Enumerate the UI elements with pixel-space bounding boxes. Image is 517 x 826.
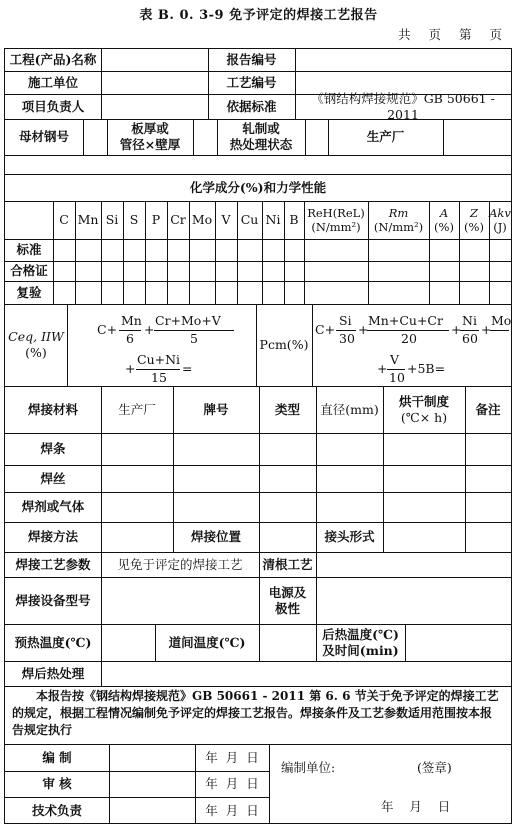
welding-method-label: 焊接方法 (27, 529, 78, 545)
element-cr: Cr (170, 212, 186, 228)
element-mn: Mn (77, 212, 99, 228)
consumables-header-brand: 牌号 (203, 401, 229, 417)
element-ni: Ni (265, 212, 281, 228)
row-label-certificate: 合格证 (10, 263, 48, 279)
row-line (5, 239, 511, 240)
col-line (383, 522, 384, 552)
element-s: S (129, 212, 139, 228)
element-si: Si (105, 212, 119, 228)
rm-header (368, 201, 429, 239)
compiled-by-label: 编 制 (42, 749, 72, 765)
element-v: V (221, 212, 231, 228)
rm-unit: (N/mm²) (373, 220, 424, 234)
basis-std-value: 《钢结构焊接规范》GB 50661 - 2011 (311, 90, 495, 122)
power-line1: 电源及 (268, 584, 307, 600)
pwht-label: 焊后热处理 (21, 665, 85, 681)
rolling-label-line2: 热处理状态 (229, 137, 293, 152)
equipment-model-label: 焊接设备型号 (15, 592, 91, 608)
tech-lead-label: 技术负责 (31, 802, 82, 818)
root-gouging-label: 清根工艺 (262, 556, 313, 572)
compiled-date: 年 月 日 (205, 749, 259, 765)
base-metal-grade-label: 母材钢号 (18, 129, 69, 145)
col-line (305, 119, 306, 155)
element-b: B (289, 212, 299, 228)
joint-form-label: 接头形式 (324, 529, 375, 545)
rm-label: Rm (388, 205, 409, 220)
consumable-flux-gas: 焊剂或气体 (21, 499, 85, 515)
rolling-label-line1: 轧制或 (242, 121, 280, 137)
process-params-label: 焊接工艺参数 (15, 556, 91, 572)
row-line (5, 155, 511, 156)
col-line (316, 577, 317, 624)
applicability-note: 本报告按《钢结构焊接规范》GB 50661 - 2011 第 6. 6 节关于免予评定的焊接工艺的规定，根据工程情况编制免予评定的焊接工艺报告。焊接条件及工艺参数适用范围按本报告规定执行 (12, 689, 499, 737)
pcm-label: Pcm(%) (259, 337, 309, 353)
form-title: 表 B. 0. 3-9 免予评定的焊接工艺报告 (139, 8, 378, 23)
reh-header (304, 201, 368, 239)
col-line (269, 744, 270, 824)
col-line (101, 49, 102, 119)
consumables-header-diameter: 直径(mm) (320, 401, 379, 417)
col-line (443, 119, 444, 155)
a-header (429, 201, 459, 239)
compiling-unit-label: 编制单位: (281, 760, 336, 775)
ceq-symbol: Ceq, IIW (8, 329, 64, 345)
col-line (101, 624, 102, 661)
z-unit: (%) (464, 220, 484, 234)
seal-label: (签章) (417, 760, 452, 775)
power-polarity-label (259, 577, 316, 624)
basis-std-label: 依据标准 (226, 98, 277, 114)
tech-lead-date: 年 月 日 (205, 802, 259, 818)
thickness-label-line2: 管径×壁厚 (119, 137, 181, 152)
col-line (101, 661, 102, 686)
element-p: P (151, 212, 161, 228)
row-label-standard: 标准 (16, 242, 42, 258)
consumables-header-remark: 备注 (475, 401, 501, 417)
col-line (67, 304, 68, 386)
akv-unit: (J) (493, 220, 507, 234)
project-name-label: 工程(产品)名称 (9, 52, 97, 68)
postheat-label (316, 624, 405, 661)
row-line (5, 686, 511, 687)
drying-line1: 烘干制度 (398, 393, 449, 409)
z-header (459, 201, 489, 239)
a-unit: (%) (434, 220, 454, 234)
postheat-line1: 后热温度(℃) (322, 626, 399, 642)
thickness-label (107, 119, 193, 155)
welding-position-label: 焊接位置 (190, 529, 241, 545)
form-table: 工程(产品)名称 报告编号 施工单位 工艺编号 项目负责人 依据标准 《钢结构焊接规范》GB 50661 - 2011 母材钢号 板厚或 管径×壁厚 轧制或 热处理状态 生产厂 化学成分(%)和力学性能 C Mn Si S P Cr Mo V Cu Ni B ReH(ReL) (N/mm²) Rm (N/mm²) A (%) Z (%) Akv (J) 标准 合格证 复验 Ceq, IIW (%) C+ Mn 6 + Cr+Mo+V 5 + Cu+Ni 15 = Pcm(%) C+ Si 30 + Mn+Cu+Cr 20 + Ni 60 + Mo + V 10 +5B= 焊接材料 生产厂 牌号 类型 直径(mm) 烘干制度 (℃× h) 备注 焊条 焊丝 焊剂或气体 焊接方法 焊接位置 接头形式 焊接工艺参数 见免于评定的焊接工艺 清根工艺 焊接设备型号 电源及 极性 预热温度(℃) 道间温度(℃) 后热温度(℃) 及时间(min) 焊后热处理 编 制 审 核 技术负责 年 月 日 年 月 日 年 月 日 编制单位: (签章) 年 月 日 (4, 48, 512, 824)
consumables-header-material: 焊接材料 (27, 401, 78, 417)
drying-line2: (℃× h) (400, 409, 448, 425)
manufacturer-label: 生产厂 (366, 129, 405, 145)
reh-label: ReH(ReL) (307, 205, 365, 220)
construction-unit-label: 施工单位 (27, 74, 78, 90)
col-line (312, 304, 313, 386)
col-line (316, 552, 317, 577)
a-label: A (439, 205, 449, 220)
reviewed-date: 年 月 日 (205, 776, 259, 792)
consumables-header-drying (383, 386, 465, 433)
chemical-section-title: 化学成分(%)和力学性能 (189, 179, 327, 195)
thickness-label-line1: 板厚或 (131, 121, 169, 137)
reviewed-by-label: 审 核 (42, 776, 72, 792)
process-no-label: 工艺编号 (226, 74, 277, 90)
power-line2: 极性 (274, 600, 300, 616)
element-c: C (59, 212, 69, 228)
ceq-label (5, 304, 67, 386)
process-params-value: 见免于评定的焊接工艺 (117, 556, 243, 572)
col-line (193, 119, 194, 155)
akv-header (489, 201, 511, 239)
row-label-recheck: 复验 (16, 284, 42, 300)
col-line (259, 624, 260, 661)
ceq-unit: (%) (25, 345, 47, 360)
page-info: 共 页 第 页 (398, 27, 503, 42)
consumable-electrode: 焊条 (40, 441, 66, 457)
report-no-label: 报告编号 (226, 52, 277, 68)
col-line (101, 522, 102, 552)
reh-unit: (N/mm²) (311, 220, 361, 234)
project-leader-label: 项目负责人 (21, 98, 85, 114)
unit-date: 年 月 日 (381, 799, 451, 814)
consumables-header-manufacturer: 生产厂 (118, 401, 156, 417)
z-label: Z (470, 205, 478, 220)
consumables-header-type: 类型 (274, 401, 300, 417)
preheat-temp-label: 预热温度(℃) (14, 634, 92, 650)
col-line (109, 744, 110, 824)
col-line (101, 577, 102, 624)
row-line (5, 261, 511, 262)
element-cu: Cu (240, 212, 259, 228)
col-line (405, 624, 406, 661)
interpass-temp-label: 道间温度(℃) (168, 634, 246, 650)
row-line (5, 281, 511, 282)
consumable-wire: 焊丝 (40, 470, 66, 486)
element-mo: Mo (191, 212, 213, 228)
col-line (259, 522, 260, 552)
col-line (83, 119, 84, 155)
rolling-state-label (217, 119, 305, 155)
akv-label: Akv (489, 205, 511, 220)
postheat-line2: 及时间(min) (322, 642, 399, 658)
